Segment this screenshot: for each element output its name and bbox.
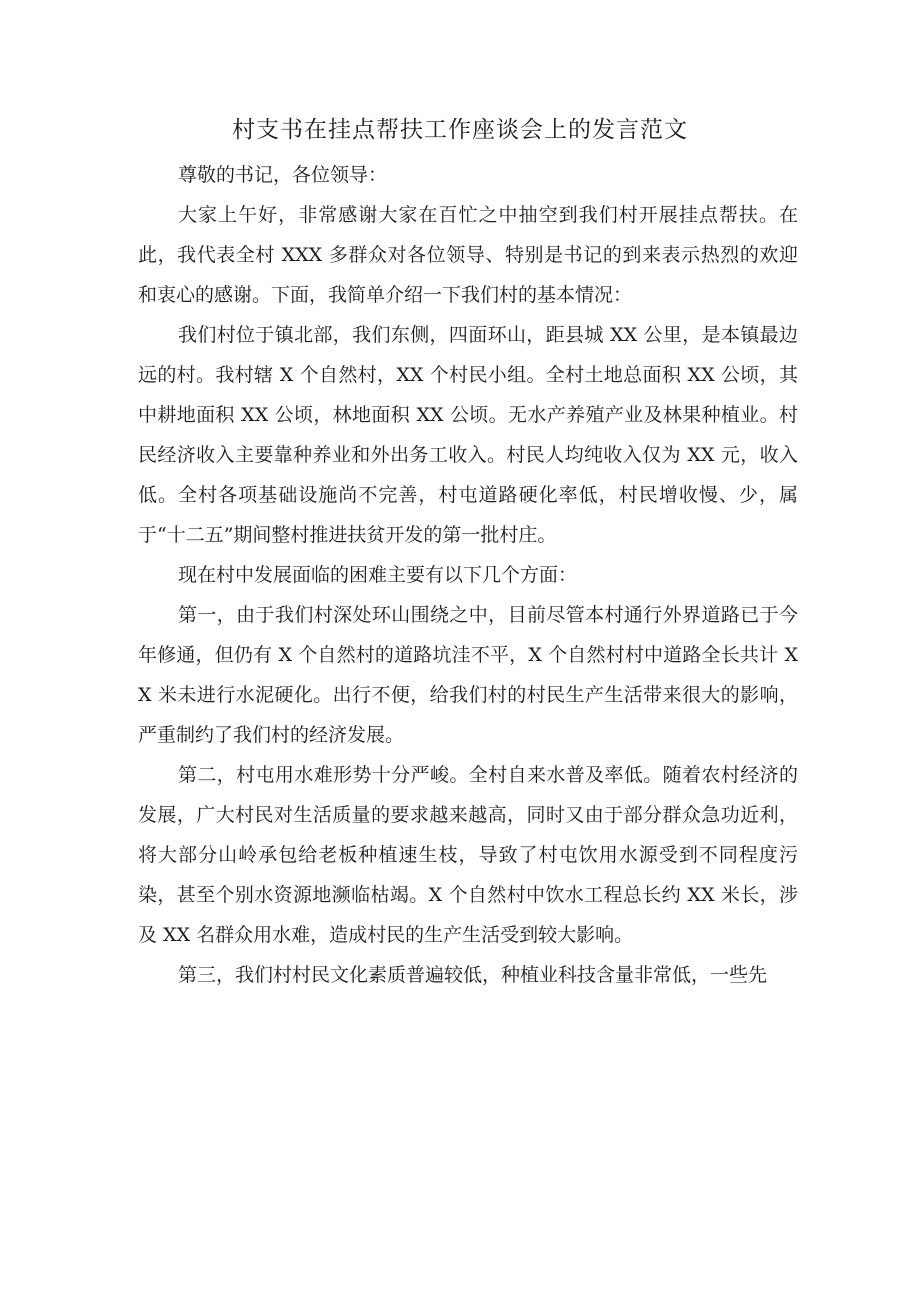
paragraph-village-overview: 我们村位于镇北部，我们东侧，四面环山，距县城 XX 公里，是本镇最边远的村。我村辖 X 个自然村，XX 个村民小组。全村土地总面积 XX 公顷，其中耕地面积 XX 公顷，林地面积 XX 公顷。无水产养殖产业及林果种植业。村民经济收入主要靠种养业和外出务工收入。村民人均纯收入仅为 XX 元，收入低。全村各项基础设施尚不完善，村屯道路硬化率低，村民增收慢、少，属于“十二五”期间整村推进扶贫开发的第一批村庄。 xyxy=(138,324,798,546)
paragraph-second-point: 第二，村屯用水难形势十分严峻。全村自来水普及率低。随着农村经济的发展，广大村民对生活质量的要求越来越高，同时又由于部分群众急功近利，将大部分山岭承包给老板种植速生枝，导致了村屯饮用水源受到不同程度污染，甚至个别水资源地濒临枯竭。X 个自然村中饮水工程总长约 XX 米长，涉及 XX 名群众用水难，造成村民的生产生活受到较大影响。 xyxy=(138,764,798,946)
salutation: 尊敬的书记，各位领导： xyxy=(178,164,388,186)
paragraph-third-point: 第三，我们村村民文化素质普遍较低，种植业科技含量非常低，一些先 xyxy=(178,964,768,986)
document-body xyxy=(138,155,798,995)
paragraph-difficulties-intro: 现在村中发展面临的困难主要有以下几个方面： xyxy=(178,564,578,586)
paragraph-greeting: 大家上午好，非常感谢大家在百忙之中抽空到我们村开展挂点帮扶。在此，我代表全村 XXX 多群众对各位领导、特别是书记的到来表示热烈的欢迎和衷心的感谢。下面，我简单介绍一下我们村的基本情况： xyxy=(138,204,798,306)
document-title: 村支书在挂点帮扶工作座谈会上的发言范文 xyxy=(232,117,688,143)
paragraph-first-point: 第一，由于我们村深处环山围绕之中，目前尽管本村通行外界道路已于今年修通，但仍有 X 个自然村的道路坑洼不平，X 个自然村村中道路全长共计 XX 米未进行水泥硬化。出行不便，给我们村的村民生产生活带来很大的影响，严重制约了我们村的经济发展。 xyxy=(138,604,798,746)
